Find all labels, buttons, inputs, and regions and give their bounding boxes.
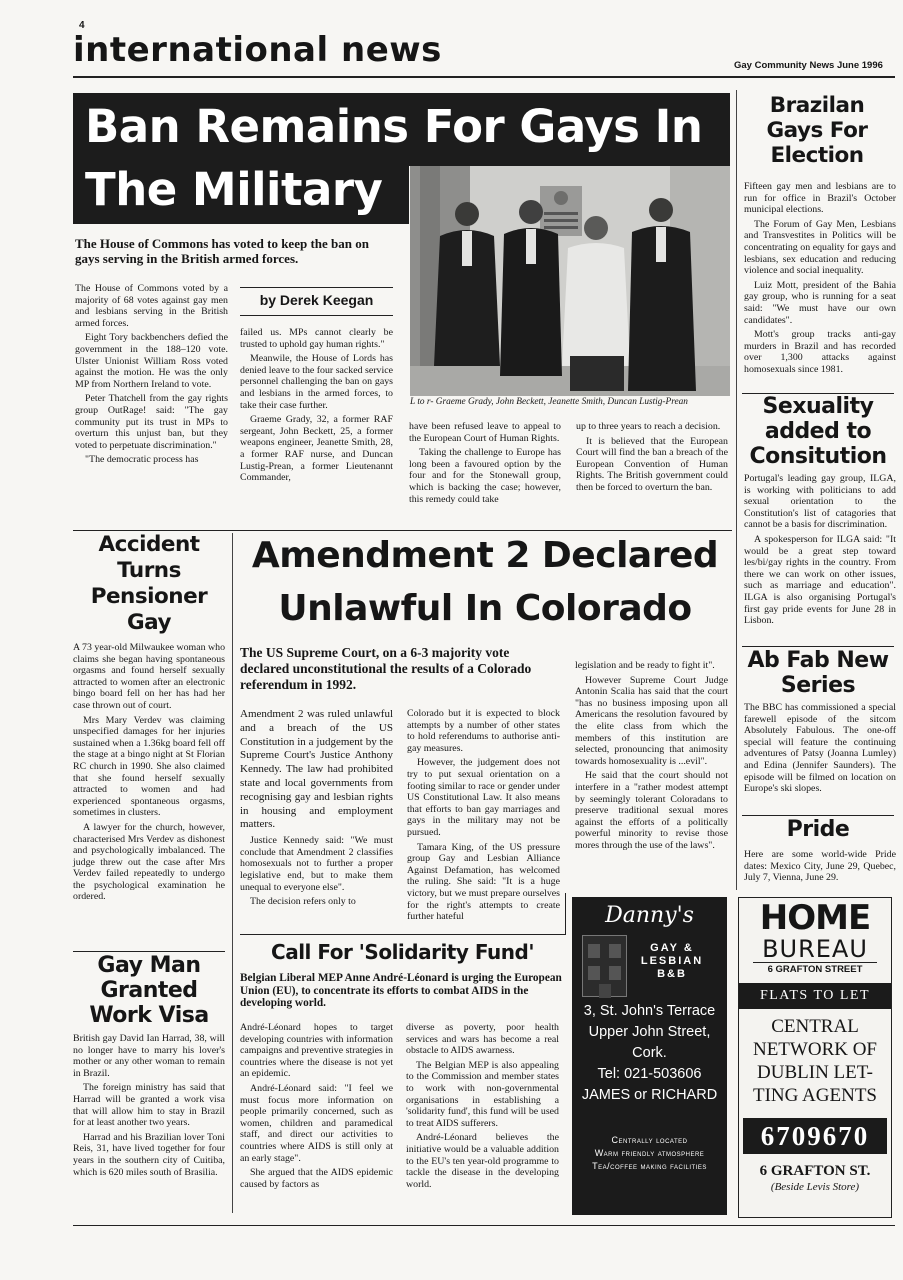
abfab-body [744, 702, 896, 798]
left-column-divider [232, 533, 233, 1213]
ban-c1-p3: Peter Thatchell from the gay rights group OutRage! said: "The gay community put its trust in MPs to overturn this unjust ban, but they voted to perpetuate discrimination." [75, 393, 228, 451]
solidarity-headline: Call For 'Solidarity Fund' [271, 940, 534, 964]
ban-c2-p3: Graeme Grady, 32, a former RAF sergeant, John Beckett, 25, a former weapons engineer, Jeanette Smith, 28, a former RAF nurse, and Duncan Lustig-Prean, a former Lieutenannt Commander, [240, 414, 393, 484]
visa-p2: The foreign ministry has said that Harrad will be granted a work visa that will allow him to stay in Brazil for at least another two years. [73, 1082, 225, 1129]
ban-c2-p2: Meanwile, the House of Lords has denied leave to the four sacked service personnel challenging the ban on gays and lesbians in the armed forces, to take their case further. [240, 353, 393, 411]
dannys-feature-3: Tea/coffee making facilities [592, 1161, 707, 1171]
brazil-p3: Luiz Mott, president of the Bahia gay group, who is running for a seat said: "We must have our own candidates". [744, 279, 896, 326]
pride-headline: Pride [786, 817, 850, 842]
sexuality-body [744, 473, 896, 630]
ban-c3-p1: have been refused leave to appeal to the European Court of Human Rights. [409, 421, 561, 444]
solidarity-c2-p3: André-Léonard believes the initiative would be a valuable addition to the EU's ten year-old programme to tackle the disease in the developing world. [406, 1132, 559, 1190]
home-flats-banner: FLATS TO LET [739, 983, 891, 1009]
ban-c1-p1: The House of Commons voted by a majority of 68 votes against gay men and lesbians serving in the British armed forces. [75, 283, 228, 329]
solidarity-c1-p1: André-Léonard hopes to target developing countries with information campaigns and preventive strategies in countries where the disease is not yet an epidemic. [240, 1022, 394, 1080]
ban-column-1 [75, 283, 228, 469]
amend-c3-p3: He said that the court should not interfere in a "rather modest attempt by seemingly tolerant Coloradans to preserve traditional sexual mores against the efforts of a politically powerful minority to revise those mores through the use of the laws". [575, 770, 728, 851]
right-column-divider [736, 90, 737, 890]
dannys-address-3: Cork. [632, 1045, 667, 1061]
dannys-type-2: LESBIAN [640, 955, 704, 967]
ban-photo-caption: L to r- Graeme Grady, John Beckett, Jeanette Smith, Duncan Lustig-Prean [410, 397, 688, 407]
amend-c3-p2: However Supreme Court Judge Antonin Scalia has said that the court "has no business imposing upon all Americans the resolution favoured by the elite class from which the members of this institution are selected, pronouncing that animosity towards homosexuality is ...evil". [575, 674, 728, 767]
dannys-ad [572, 897, 727, 1215]
ban-byline: by Derek Keegan [259, 292, 374, 308]
brazil-headline: Brazilan Gays For Election [766, 93, 868, 168]
section-title: international news [73, 30, 442, 70]
abfab-headline: Ab Fab New Series [747, 648, 889, 698]
dannys-contact: JAMES or RICHARD [581, 1087, 718, 1103]
ban-headline: Ban Remains For Gays In The Military [85, 100, 703, 216]
ban-c1-p4: "The democratic process has [85, 454, 199, 466]
home-central-text: CENTRAL NETWORK OF DUBLIN LET-TING AGENTS [752, 1016, 878, 1106]
sexuality-rule [742, 646, 894, 647]
ban-column-3 [409, 421, 561, 508]
amend-bottom-rule [240, 934, 565, 935]
amend-column-1 [240, 708, 393, 911]
home-bureau-ad [738, 897, 892, 1218]
sexuality-p2: A spokesperson for ILGA said: "It would be a great step toward les/bi/gay rights in the country. From there we can work on other issues, such as marriage and education". ILGA is also organising Portugal's first gay pride events for June 28 in Lisbon. [744, 533, 896, 627]
abfab-p1: The BBC has commissioned a special farewell episode of the sitcom Absolutely Fabulous. The one-off special will feature the continuing adventures of Patsy (Joanna Lumley) and Edina (Jennifer Saunders). The episode will be filmed on location on Europe's ski slopes. [744, 702, 896, 795]
home-phone: 6709670 [743, 1118, 887, 1154]
amend-headline-line-1: Amendment 2 Declared [251, 535, 719, 576]
pride-body [744, 849, 896, 887]
amend-column-2 [407, 708, 560, 926]
brazil-body [744, 181, 896, 379]
ban-bottom-rule [73, 530, 732, 531]
amend-c1-p1: Amendment 2 was ruled unlawful and a breach of the US Constitution in a judgement by the Supreme Court's Justice Anthony Kennedy. The law had prohibited state and local governments from recognising gay and lesbian rights in housing and employment matters. [240, 708, 393, 831]
solidarity-intro: Belgian Liberal MEP Anne André-Léonard is urging the European Union (EU), to concentrate its efforts to combat AIDS in the developing world. [240, 972, 562, 1010]
abfab-rule [742, 815, 894, 816]
dannys-address-2: Upper John Street, [588, 1024, 711, 1040]
dannys-tel: Tel: 021-503606 [597, 1066, 702, 1082]
accident-body [73, 642, 225, 906]
house-icon [582, 935, 627, 997]
accident-headline: Accident Turns Pensioner Gay [90, 532, 208, 635]
sexuality-headline: Sexuality added to Consitution [749, 394, 887, 469]
page-bottom-rule [73, 1225, 895, 1226]
amend-box-edge [565, 893, 566, 935]
ban-column-4 [576, 421, 728, 497]
dannys-feature-1: Centrally located [611, 1135, 688, 1145]
amend-c1-p2: Justice Kennedy said: "We must conclude that Amendment 2 classifies homosexuals not to further a proper legislative end, but to make them unequal to everyone else". [240, 835, 393, 893]
visa-p1: British gay David Ian Harrad, 38, will no longer have to marry his lover's mother or any other woman to remain in Brazil. [73, 1033, 225, 1079]
ban-c1-p2: Eight Tory backbenchers defied the government in the 188–120 vote. Ulster Unionist William Ross voted against the motion. He was the only MP from Northern Ireland to vote. [75, 332, 228, 390]
solidarity-c2-p1: diverse as poverty, poor health services and wars has become a real obstacle to AIDS awarness. [406, 1022, 559, 1057]
ban-intro: The House of Commons has voted to keep the ban on gays serving in the British armed forces. [75, 236, 369, 266]
publication-date: Gay Community News June 1996 [734, 60, 883, 71]
amend-intro: The US Supreme Court, on a 6-3 majority vote declared unconstitutional the results of a Colorado referendum in 1992. [240, 645, 532, 692]
ban-c2-p1: failed us. MPs cannot clearly be trusted to uphold gay human rights." [240, 327, 393, 350]
solidarity-c1-p2: André-Léonard said: "I feel we must focus more information on people primarily concerned, such as women, children and paramedical staff, and direct our activities to countries where AIDS is still only at an early stage". [240, 1082, 393, 1164]
amend-c3-p1: legislation and be ready to fight it". [575, 660, 715, 671]
amend-c2-p2: However, the judgement does not try to put sexual orientation on a footing similar to race or gender under US Constitutional Law. It also means that efforts to ban gay marriages and gays in the military may not be pursued. [407, 757, 560, 838]
ban-column-2 [240, 327, 393, 487]
dannys-type-1: GAY & [650, 942, 694, 954]
dannys-type-3: B&B [657, 968, 687, 980]
home-logo-address: 6 GRAFTON STREET [767, 964, 863, 975]
byline-rule-bottom [240, 315, 393, 316]
accident-rule [73, 951, 225, 952]
home-logo-top: HOME [759, 898, 871, 938]
ban-photo [410, 166, 730, 396]
home-beside: (Beside Levis Store) [770, 1181, 860, 1193]
sexuality-p1: Portugal's leading gay group, ILGA, is working with politicians to add sexual orientation to the Constitution's list of catagories that cannot be a basis for discrimination. [744, 473, 896, 531]
byline-rule-top [240, 287, 393, 288]
solidarity-c1-p3: She argued that the AIDS epidemic caused by factors as [240, 1167, 393, 1190]
dannys-logo: Danny's [605, 903, 694, 928]
amend-c2-p1: Colorado but it is expected to block attempts by a number of other states to hold referendums to authorise anti-gay measures. [407, 708, 560, 754]
visa-p3: Harrad and his Brazilian lover Toni Reis, 31, have lived together for four years in the southern city of Cuitiba, which is 620 miles south of Brasilia. [73, 1131, 225, 1178]
pride-p1: Here are some world-wide Pride dates: Mexico City, June 29, Quebec, July 7, Vienna, June 29. [744, 849, 896, 884]
header-rule [73, 76, 895, 78]
photo-scene [410, 166, 730, 396]
ban-c4-p2: It is believed that the European Court will find the ban a breach of the European Convention of Human Rights. The British government could then be forced to overturn the ban. [576, 435, 728, 493]
ban-c3-p2: Taking the challenge to Europe has long been a favoured option by the four and for the Stonewall group, which is backing the case; however, this remedy could take [409, 447, 561, 505]
visa-headline: Gay Man Granted Work Visa [89, 953, 209, 1028]
home-logo-bottom: BUREAU [753, 936, 877, 963]
page-number: 4 [79, 20, 85, 31]
dannys-feature-2: Warm friendly atmosphere [594, 1148, 705, 1158]
amend-column-3 [575, 660, 728, 855]
accident-p2: Mrs Mary Verdev was claiming unspecified damages for her injuries sustained when a 1.36kg board fell off the stage at a bingo night at St Florian RC church in 1990. She also claimed that she found herself sexually attracted to women and had experienced spontaneous orgasms, sometimes in clusters. [73, 714, 225, 819]
home-address: 6 GRAFTON ST. [759, 1163, 871, 1179]
solidarity-c2-p2: The Belgian MEP is also appealing to the Commission and member states to work with non-governmental organisations in establishing a 'solidarity fund', this fund will be used to treat AIDS sufferers. [406, 1059, 559, 1129]
amend-headline-line-2: Unlawful In Colorado [278, 588, 692, 629]
amend-c2-p3: Tamara King, of the US pressure group Gay and Lesbian Alliance Against Defamation, has welcomed the ruling. She said: "It is a huge victory, but we must prepare ourselves for the right's attempts to create further hateful [407, 841, 560, 923]
brazil-p2: The Forum of Gay Men, Lesbians and Transvestites in Politics will be concentrating on equality for gays and lesbians, sex education and reducing violence and social inequality. [744, 218, 896, 277]
solidarity-column-1 [240, 1022, 393, 1193]
brazil-p4: Mott's group tracks anti-gay murders in Brazil and has recorded over 1,300 attacks against homosexuals since 1981. [744, 329, 896, 375]
ban-c4-p1: up to three years to reach a decision. [576, 421, 721, 432]
brazil-p1: Fifteen gay men and lesbians are to run for office in Brazil's October municipal elections. [744, 181, 896, 216]
dannys-address-1: 3, St. John's Terrace [583, 1003, 716, 1019]
solidarity-column-2 [406, 1022, 559, 1193]
visa-body [73, 1033, 225, 1181]
amend-c1-p3: The decision refers only to [250, 896, 356, 908]
accident-p3: A lawyer for the church, however, characterised Mrs Verdev as dishonest and psychologically imbalanced. The judge threw out the case after Mrs Verdev failed repeatedly to undergo the psychological examination he ordered. [73, 821, 225, 903]
accident-p1: A 73 year-old Milwaukee woman who claims she began having spontaneous orgasms and found herself sexually attracted to women after an electronic bingo board fell on her has had her case thrown out of court. [73, 642, 226, 711]
